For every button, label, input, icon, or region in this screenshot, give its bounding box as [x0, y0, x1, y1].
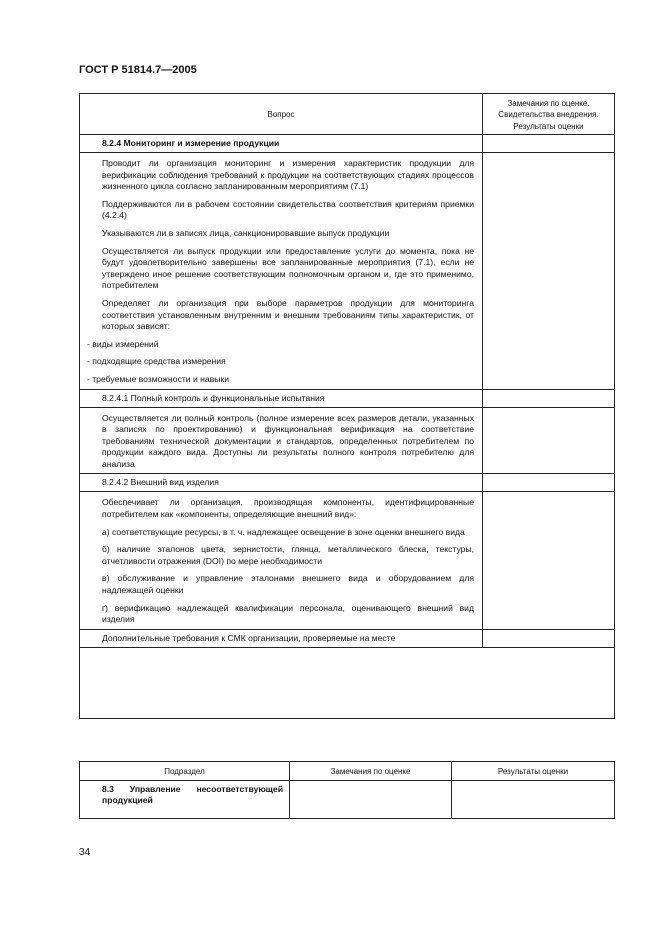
table-row — [80, 389, 615, 407]
subsection-title: 8.3 Управление несоответствующей продукцией — [80, 781, 290, 819]
header-question: Вопрос — [80, 94, 483, 135]
question-text: Указываются ли в записях лица, санкционировавшие выпуск продукции — [102, 227, 390, 238]
section-heading: 8.2.4.1 Полный контроль и функциональные испытания — [80, 389, 483, 407]
table-row — [80, 629, 615, 647]
table-header-row — [80, 762, 615, 781]
table-row — [80, 153, 615, 390]
page-number: 34 — [79, 847, 91, 858]
table-row — [80, 492, 615, 629]
document-code: ГОСТ Р 51814.7—2005 — [79, 64, 197, 76]
table-row — [80, 474, 615, 492]
list-item: г) верификацию надлежащей квалификации персонала, оценивающего внешний вид изделия — [102, 602, 474, 625]
list-item: - требуемые возможности и навыки — [87, 373, 230, 384]
table-row — [80, 135, 615, 153]
table-row — [80, 407, 615, 474]
header-remarks-line: Свидетельства внедрения. — [498, 110, 599, 120]
question-text: Поддерживаются ли в рабочем состоянии свидетельства соответствия критериям приемки (4.2.4) — [102, 198, 474, 221]
additional-requirements-heading: Дополнительные требования к СМК организации, проверяемые на месте — [80, 629, 483, 647]
question-text: Осуществляется ли полный контроль (полное измерение всех размеров детали, указанных в записях по проектированию) и функциональная верификация на соответствие требованиям технической документации и стандартов, определенных потребителем по продукции каждого вида. Доступны ли результаты полного контроля потребителю для анализа — [102, 412, 474, 469]
header-results: Результаты оценки — [452, 762, 615, 781]
list-item: - виды измерений — [87, 338, 159, 349]
header-subsection: Подраздел — [80, 762, 290, 781]
table-header-row — [80, 94, 615, 135]
section-heading: 8.2.4 Мониторинг и измерение продукции — [80, 135, 483, 153]
subsection-table — [79, 761, 615, 819]
remarks-cell[interactable] — [290, 781, 452, 819]
header-remarks — [483, 94, 615, 135]
list-item: а) соответствующие ресурсы, в т. ч. надлежащее освещение в зоне оценки внешнего вида — [102, 526, 465, 537]
remarks-cell[interactable] — [483, 492, 615, 629]
table-row — [80, 647, 615, 718]
assessment-table — [79, 93, 615, 719]
remarks-cell[interactable] — [483, 153, 615, 390]
question-text: Определяет ли организация при выборе параметров продукции для мониторинга соответствия установленным внутренним и внешним требованиям типы характеристик, от которых зависят: — [102, 297, 474, 332]
questions-cell — [80, 407, 483, 474]
table-row — [80, 781, 615, 819]
question-text: Осуществляется ли выпуск продукции или предоставление услуги до момента, пока не будут удовлетворительно завершены все запланированные мероприятия (7.1), если не утверждено иное решение соответствующим полномочным органом и, где это применимо, потребителем — [102, 245, 474, 291]
remarks-cell[interactable] — [483, 135, 615, 153]
section-heading: 8.2.4.2 Внешний вид изделия — [80, 474, 483, 492]
results-cell[interactable] — [452, 781, 615, 819]
header-remarks-line: Результаты оценки — [513, 121, 584, 131]
list-item: - подходящие средства измерения — [87, 356, 226, 367]
question-text: Обеспечивает ли организация, производящая компоненты, идентифицированные потребителем как «компоненты, определяющие внешний вид»: — [102, 497, 474, 520]
questions-cell — [80, 492, 483, 629]
questions-cell — [80, 153, 483, 390]
remarks-cell[interactable] — [483, 407, 615, 474]
header-remarks-line: Замечания по оценке. — [507, 98, 590, 108]
additional-requirements-field[interactable] — [80, 647, 615, 718]
remarks-cell[interactable] — [483, 389, 615, 407]
remarks-cell[interactable] — [483, 474, 615, 492]
list-item: в) обслуживание и управление эталонами внешнего вида и оборудованием для надлежащей оценки — [102, 573, 474, 596]
question-text: Проводит ли организация мониторинг и измерения характеристик продукции для верификации соблюдения требований к продукции на соответствующих стадиях процессов жизненного цикла согласно запланированным мероприятиям (7.1) — [102, 158, 474, 192]
list-item: б) наличие эталонов цвета, зернистости, глянца, металлического блеска, текстуры, отчетливости отражения (DOI) по мере необходимости — [102, 544, 474, 566]
header-remarks: Замечания по оценке — [290, 762, 452, 781]
remarks-cell[interactable] — [483, 629, 615, 647]
